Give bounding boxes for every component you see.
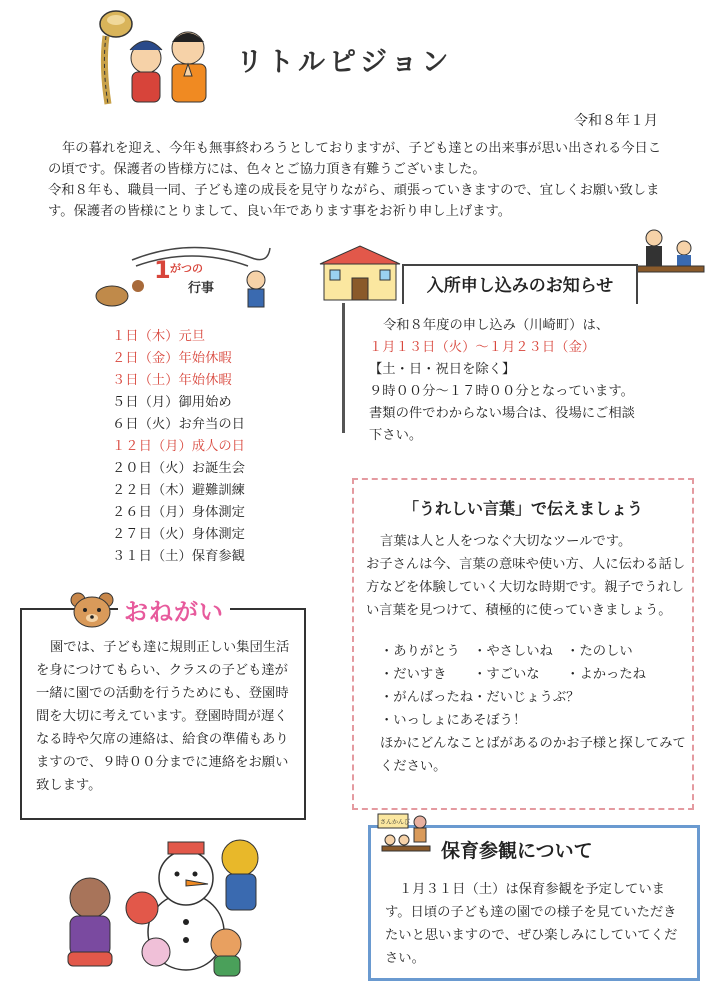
intro-paragraph-2: 令和８年も、職員一同、子ども達の成長を見守りながら、頑張っていきますので、宜しくお願い致します。保護者の皆様にとりまして、良い年であります事をお祈り申し上げます。 (48, 183, 660, 219)
bear-icon (68, 590, 116, 630)
issue-date: 令和８年１月 (574, 113, 658, 129)
event-item: ３１日（土）保育参観 (112, 549, 245, 564)
kind-words-paragraph: お子さんは今、言葉の意味や使い方、人に伝わる話し方などを体験していく大切な時期です。親子でうれしい言葉を見つけて、積極的に使っていきましょう。 (366, 557, 686, 618)
event-item: ２０日（火）お誕生会 (112, 461, 245, 476)
enrollment-notice-body (369, 315, 639, 447)
enrollment-line: ９時００分～１７時００分となっています。 (369, 384, 634, 399)
event-item: １２日（月）成人の日 (112, 439, 245, 454)
event-item: ２６日（月）身体測定 (112, 505, 245, 520)
observation-sign-text: さんかんび (380, 819, 411, 826)
observation-sign-illustration (376, 812, 436, 860)
event-item: ３日（土）年始休暇 (112, 373, 232, 388)
enrollment-notice-title: 入所申し込みのお知らせ (402, 264, 638, 304)
event-item: ２日（金）年始休暇 (112, 351, 232, 366)
kind-words-title: 「うれしい言葉」で伝えましょう (402, 499, 643, 518)
kind-words-item: ・いっしょにあそぼう！ (380, 713, 527, 728)
svg-text:行事: 行事 (188, 281, 215, 296)
intro-text (48, 138, 668, 222)
request-body: 園では、子ども達に規則正しい集団生活を身につけてもらい、クラスの子ども達が一緒に園での活動を行うためにも、登園時間を大切に考えています。登園時間が遅くなる時や欠席の連絡は、給食の準備もありますので、９時００分までに連絡をお願い致します。 (36, 640, 290, 793)
svg-text:がつの: がつの (170, 262, 203, 275)
kind-words-item: ・がんばったね・だいじょうぶ？ (380, 690, 580, 705)
kind-words-box (352, 478, 694, 810)
snowman-children-illustration (56, 828, 288, 980)
january-events-heading-art (92, 240, 290, 312)
kind-words-list (366, 640, 686, 732)
kind-words-body (366, 530, 686, 778)
school-building-illustration (318, 244, 402, 302)
kind-words-item: ・ありがとう ・やさしいね ・たのしい (380, 644, 633, 659)
event-item: ５日（月）御用始め (112, 395, 232, 410)
enrollment-line: 【土・日・祝日を除く】 (369, 362, 516, 377)
new-year-bell-illustration (88, 6, 220, 108)
enrollment-line: 令和８年度の申し込み（川崎町）は、 (383, 318, 610, 333)
intro-paragraph-1: 年の暮れを迎え、今年も無事終わろうとしておりますが、子ども達との出来事が思い出される今日この頃です。保護者の皆様方には、色々とご協力頂き有難うございました。 (48, 141, 662, 177)
enrollment-line: 書類の件でわからない場合は、役場にご相談下さい。 (369, 406, 635, 443)
office-staff-illustration (634, 226, 706, 286)
kind-words-paragraph: 言葉は人と人をつなぐ大切なツールです。 (380, 534, 632, 549)
request-title: おねがい (118, 592, 230, 627)
kind-words-item: ・だいすき ・すごいな ・よかったね (380, 667, 646, 682)
enrollment-period: １月１３日（火）～１月２３日（金） (369, 340, 596, 355)
kind-words-closing: ほかにどんなことばがあるのかお子様と探してみてください。 (380, 736, 686, 774)
observation-title: 保育参観について (441, 840, 593, 862)
newsletter-title: リトルピジョン (236, 47, 453, 78)
enrollment-notice-box (342, 303, 635, 443)
event-item: ６日（火）お弁当の日 (112, 417, 245, 432)
request-box (20, 608, 306, 820)
event-item: １日（木）元旦 (112, 329, 206, 344)
svg-text:1: 1 (154, 256, 171, 284)
events-list (112, 326, 312, 568)
event-item: ２２日（木）避難訓練 (112, 483, 245, 498)
observation-body: １月３１日（土）は保育参観を予定しています。日頃の子ども達の園での様子を見ていただきたいと思いますので、ぜひ楽しみにしていてください。 (385, 882, 678, 966)
event-item: ２７日（火）身体測定 (112, 527, 245, 542)
